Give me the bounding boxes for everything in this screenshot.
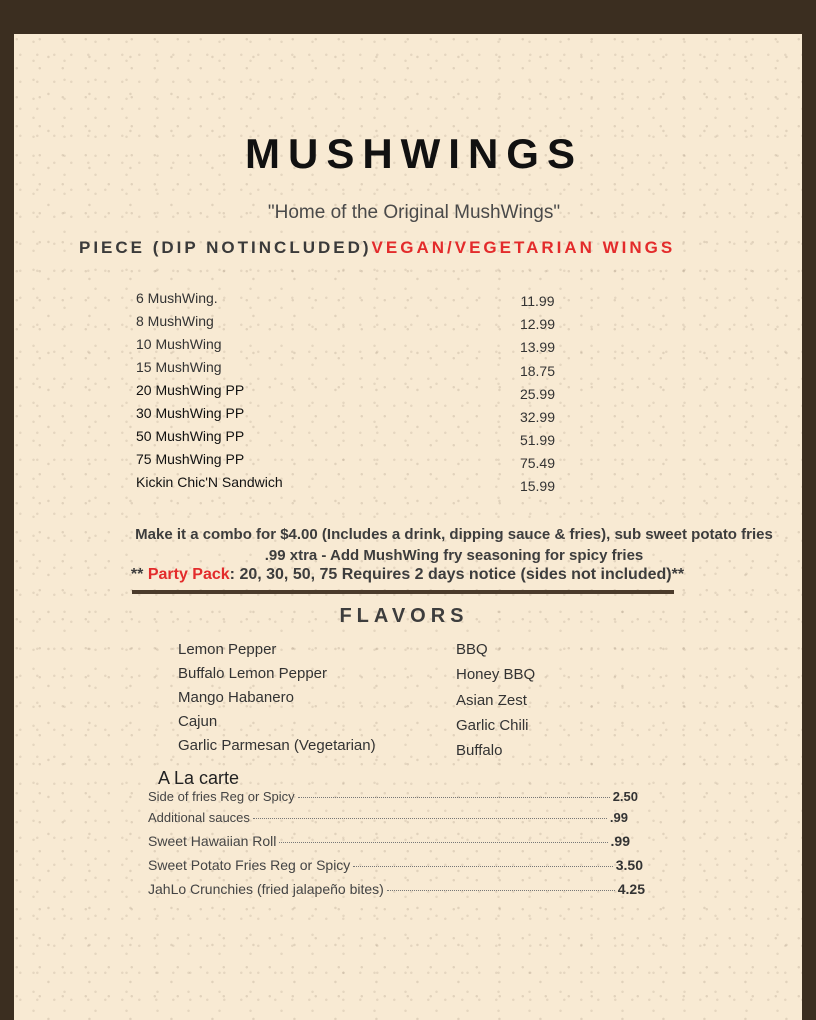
alacarte-item-price: .99 (609, 810, 628, 825)
tagline: "Home of the Original MushWings" (267, 202, 561, 223)
menu-item-name: Kickin Chic'N Sandwich (136, 474, 283, 490)
menu-item-name: 6 MushWing. (136, 290, 218, 306)
menu-item-price: 11.99 (520, 293, 555, 309)
menu-item-name: 50 MushWing PP (136, 428, 245, 444)
menu-item-price: 51.99 (519, 432, 556, 448)
alacarte-item-name: JahLo Crunchies (fried jalapeño bites) (148, 881, 384, 897)
menu-title: MUSHWINGS (245, 130, 583, 177)
menu-item-price: 32.99 (519, 409, 556, 425)
party-text: : 20, 30, 50, 75 Requires 2 days notice (sides not included)** (229, 566, 685, 583)
flavor-item: BBQ (456, 641, 488, 658)
party-pack-note (20, 566, 795, 584)
flavors-title: FLAVORS (339, 605, 469, 627)
leader-dots (279, 842, 607, 843)
flavor-item: Lemon Pepper (178, 641, 277, 658)
alacarte-item-name: Side of fries Reg or Spicy (148, 789, 295, 804)
alacarte-item-price: 4.25 (617, 881, 645, 897)
leader-dots (253, 818, 607, 819)
section-heading-part2: VEGAN/VEGETARIAN WINGS (371, 238, 676, 257)
party-pack-label: Party Pack (147, 566, 230, 583)
divider (132, 590, 674, 594)
alacarte-row (148, 833, 630, 849)
alacarte-item-price: .99 (610, 833, 630, 849)
section-heading (79, 236, 679, 260)
alacarte-item-name: Additional sauces (148, 810, 250, 825)
menu-item-price: 18.75 (519, 363, 556, 379)
leader-dots (298, 797, 610, 798)
menu-item-name: 30 MushWing PP (136, 405, 245, 421)
alacarte-item-name: Sweet Potato Fries Reg or Spicy (148, 857, 351, 873)
alacarte-title: A La carte (158, 768, 240, 788)
flavor-item: Mango Habanero (178, 689, 294, 706)
alacarte-row (148, 857, 643, 873)
alacarte-item-name: Sweet Hawaiian Roll (148, 833, 277, 849)
menu-item-price: 13.99 (519, 339, 556, 355)
menu-item-price: 12.99 (519, 316, 556, 332)
menu-item-name: 15 MushWing (136, 359, 222, 375)
alacarte-row (148, 881, 645, 897)
leader-dots (353, 866, 612, 867)
menu-item-name: 20 MushWing PP (136, 382, 245, 398)
leader-dots (387, 890, 615, 891)
menu-item-price: 25.99 (519, 386, 556, 402)
flavor-item: Buffalo (456, 742, 503, 759)
menu-item-name: 8 MushWing (136, 313, 214, 329)
flavor-item: Cajun (178, 713, 218, 730)
menu-item-price: 15.99 (519, 478, 556, 494)
flavor-item: Garlic Parmesan (Vegetarian) (178, 737, 376, 754)
alacarte-item-price: 3.50 (615, 857, 643, 873)
flavor-item: Garlic Chili (456, 717, 529, 734)
alacarte-item-price: 2.50 (612, 789, 638, 804)
menu-item-name: 75 MushWing PP (136, 451, 245, 467)
alacarte-row (148, 810, 628, 825)
party-prefix: ** (130, 566, 148, 583)
section-heading-part1: PIECE (DIP NOTINCLUDED) (79, 238, 372, 257)
menu-item-price: 75.49 (519, 455, 556, 471)
flavor-item: Buffalo Lemon Pepper (178, 665, 327, 682)
combo-note: Make it a combo for $4.00 (Includes a drink, dipping sauce & fries), sub sweet potato fries .99 xtra - Add MushWing fry seasoning for spicy fries (135, 526, 773, 564)
menu-item-name: 10 MushWing (136, 336, 222, 352)
flavor-item: Asian Zest (456, 692, 527, 709)
alacarte-row (148, 789, 638, 804)
flavor-item: Honey BBQ (456, 666, 536, 683)
